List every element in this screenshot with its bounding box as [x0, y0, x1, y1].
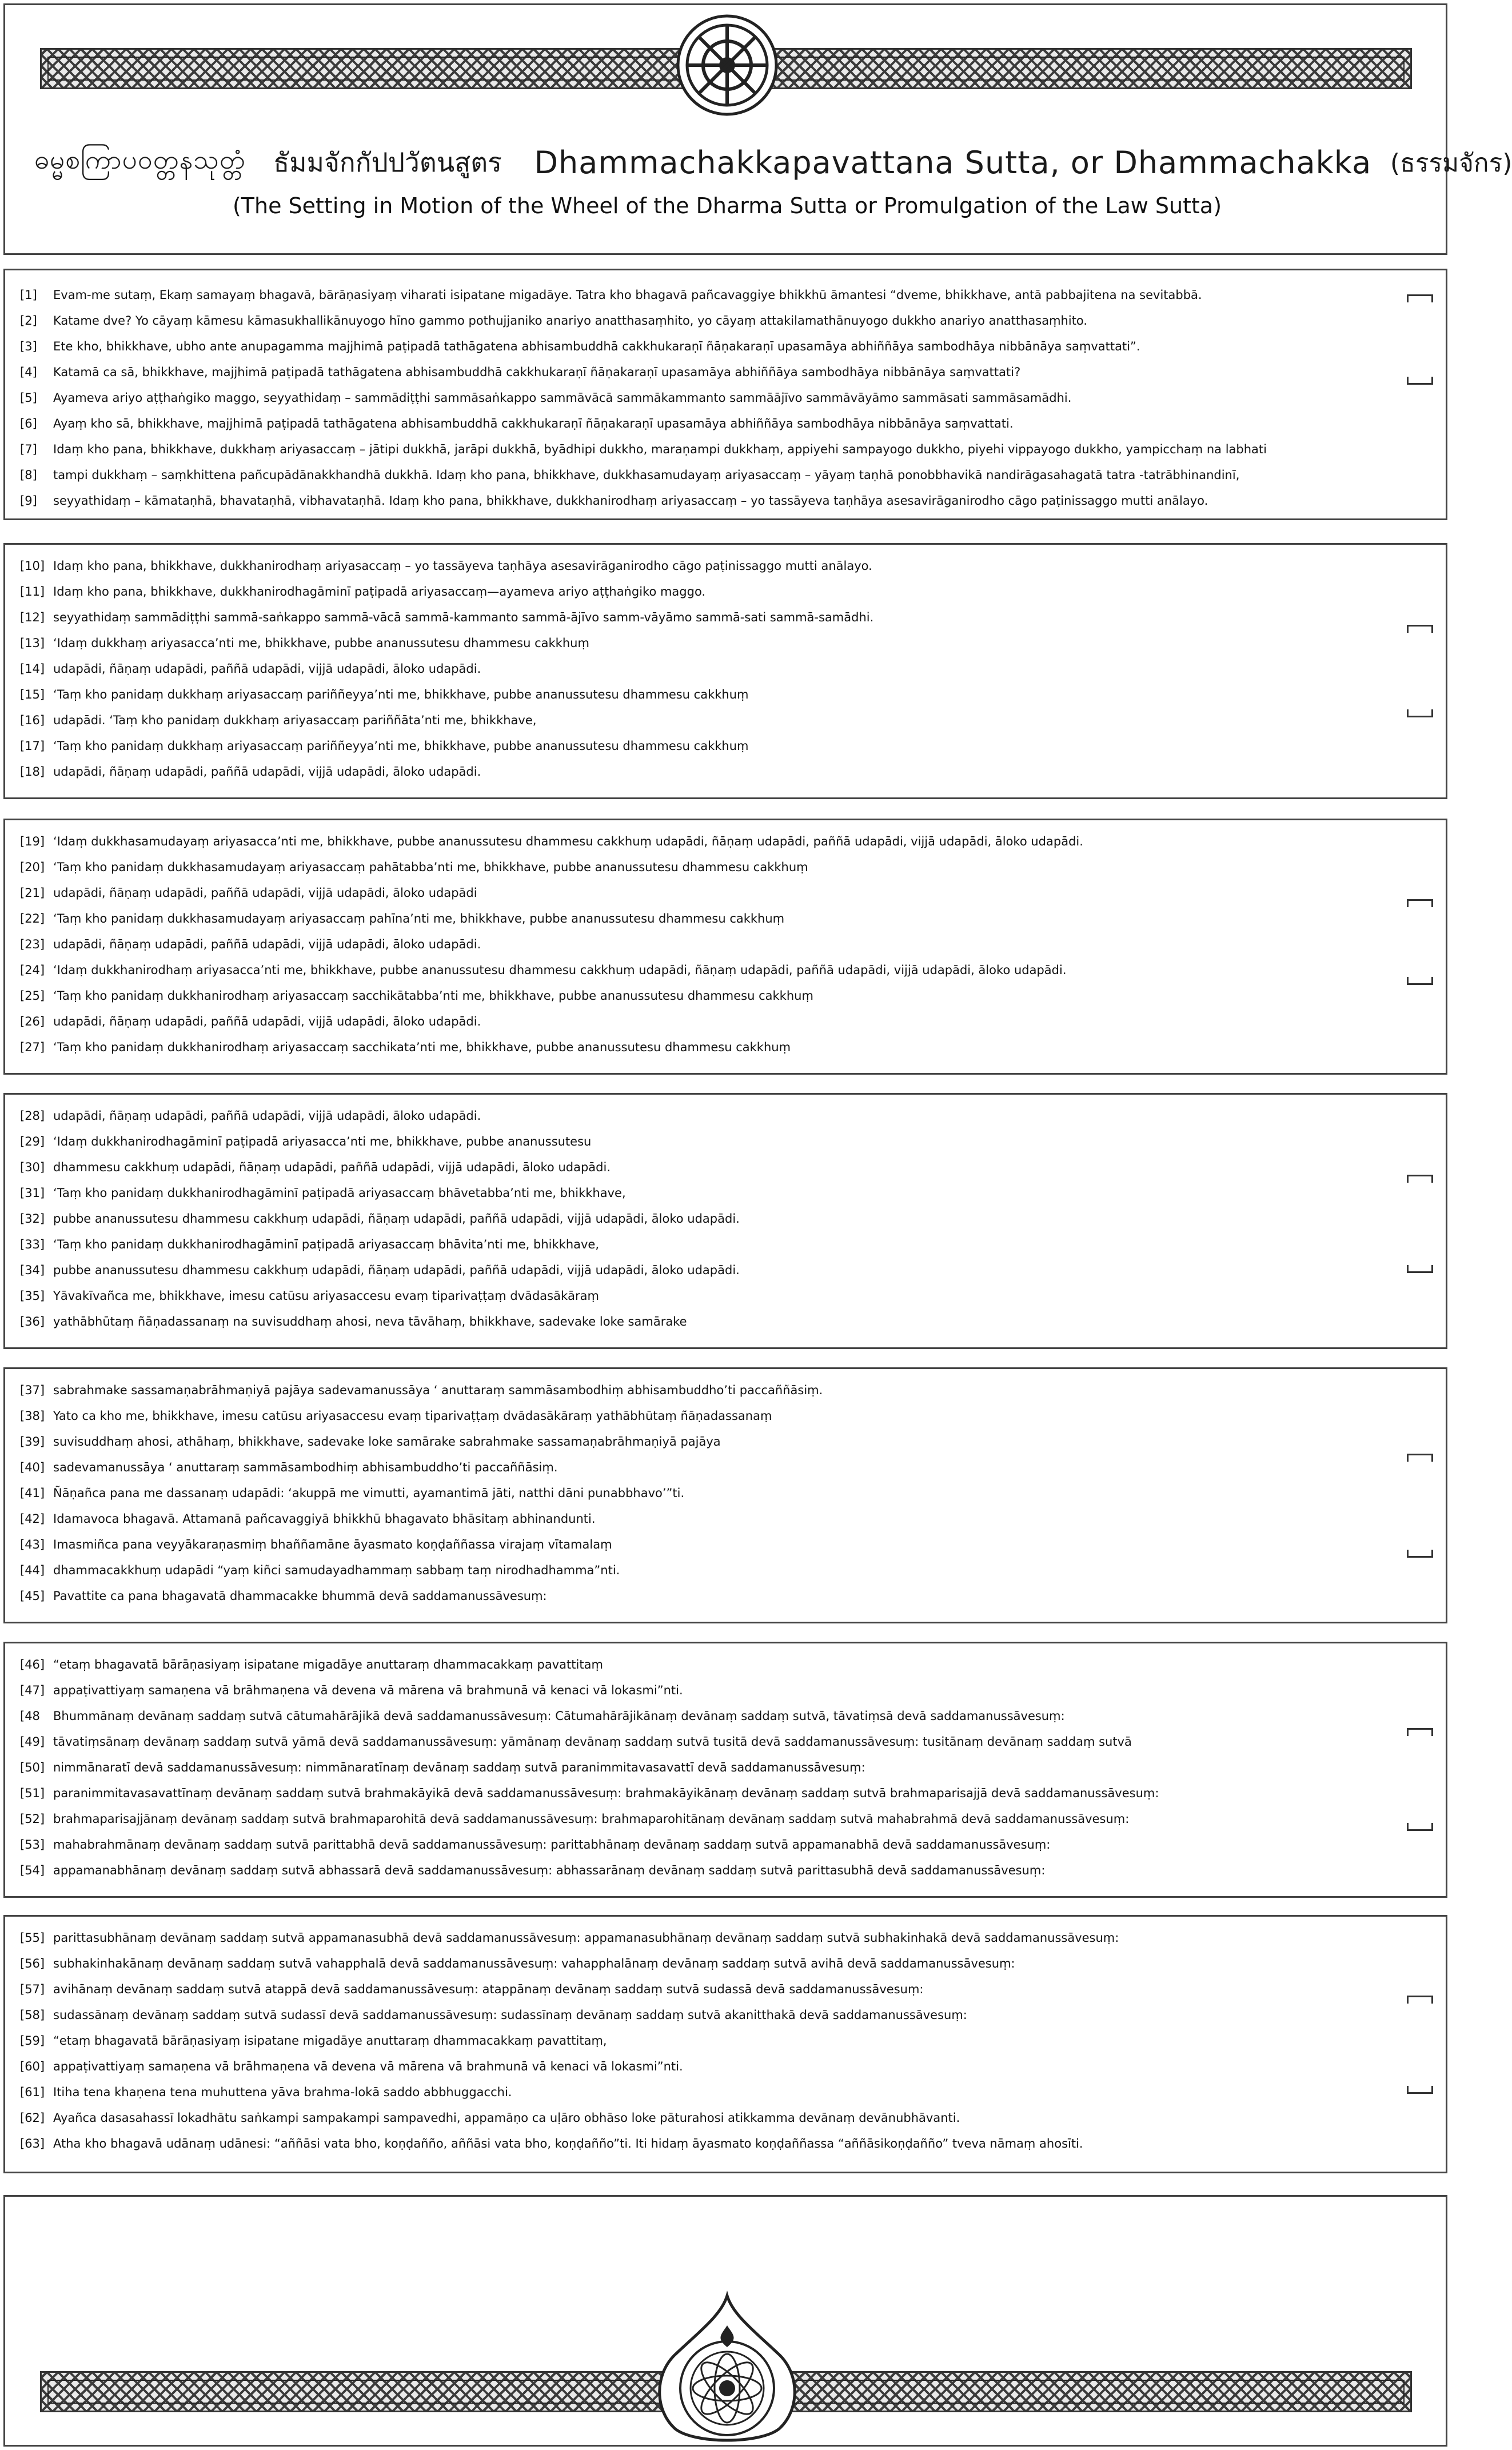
verse-section-5 — [3, 1367, 1447, 1623]
verse-line: [30] dhammesu cakkhuṃ udapādi, ñāṇaṃ udapādi, paññā udapādi, vijjā udapādi, āloko udapādi. — [20, 1160, 611, 1174]
verse-line: [16] udapādi. ‘Taṃ kho panidaṃ dukkhaṃ ariyasaccaṃ pariññāta’nti me, bhikkhave, — [20, 713, 537, 727]
bracket-top-mark — [1407, 1728, 1433, 1736]
verse-line: [35] Yāvakīvañca me, bhikkhave, imesu catūsu ariyasaccesu evaṃ tiparivaṭṭaṃ dvādasākāraṃ — [20, 1289, 599, 1303]
bracket-bottom-mark — [1407, 1823, 1433, 1831]
verse-line: [43] Imasmiñca pana veyyākaraṇasmiṃ bhaññamāne āyasmato koṇḍaññassa virajaṃ vītamalaṃ — [20, 1538, 612, 1551]
verse-line: [50] nimmānaratī devā saddamanussāvesuṃ: nimmānaratīnaṃ devānaṃ saddaṃ sutvā paranimmitavasavattī devā saddamanussāvesuṃ: — [20, 1761, 865, 1774]
dharma-wheel-icon — [675, 8, 780, 120]
verse-line: [60] appaṭivattiyaṃ samaṇena vā brāhmaṇena vā devena vā mārena vā brahmunā vā kenaci vā lokasmi”nti. — [20, 2060, 683, 2073]
verse-line: [62] Ayañca dasasahassī lokadhātu saṅkampi sampakampi sampavedhi, appamāṇo ca uḷāro obhāso loke pāturahosi atikkamma devānaṃ devānubhāvanti. — [20, 2111, 960, 2125]
verse-section-4 — [3, 1093, 1447, 1349]
verse-section-2 — [3, 543, 1447, 799]
verse-line: [23] udapādi, ñāṇaṃ udapādi, paññā udapādi, vijjā udapādi, āloko udapādi. — [20, 937, 481, 951]
verse-line: [26] udapādi, ñāṇaṃ udapādi, paññā udapādi, vijjā udapādi, āloko udapādi. — [20, 1015, 481, 1028]
bracket-bottom-mark — [1407, 377, 1433, 385]
verse-line: [37] sabrahmake sassamaṇabrāhmaṇiyā pajāya sadevamanussāya ‘ anuttaraṃ sammāsambodhiṃ abhisambuddho’ti paccaññāsiṃ. — [20, 1383, 823, 1397]
bracket-top-mark — [1407, 1175, 1433, 1183]
verse-line: [49] tāvatiṃsānaṃ devānaṃ saddaṃ sutvā yāmā devā saddamanussāvesuṃ: yāmānaṃ devānaṃ saddaṃ sutvā tusitā devā saddamanussāvesuṃ: tusitānaṃ devānaṃ saddaṃ sutvā — [20, 1735, 1132, 1749]
page-subtitle: (The Setting in Motion of the Wheel of the Dharma Sutta or Promulgation of the Law Sutta) — [232, 193, 1222, 218]
verse-line: [45] Pavattite ca pana bhagavatā dhammacakke bhummā devā saddamanussāvesuṃ: — [20, 1589, 547, 1603]
verse-line: [34] pubbe ananussutesu dhammesu cakkhuṃ udapādi, ñāṇaṃ udapādi, paññā udapādi, vijjā udapādi, āloko udapādi. — [20, 1263, 740, 1277]
bracket-top-mark — [1407, 625, 1433, 633]
verse-line: [47] appaṭivattiyaṃ samaṇena vā brāhmaṇena vā devena vā mārena vā brahmunā vā kenaci vā lokasmi”nti. — [20, 1683, 683, 1697]
bracket-top-mark — [1407, 1996, 1433, 2004]
verse-line: [27] ‘Taṃ kho panidaṃ dukkhanirodhaṃ ariyasaccaṃ sacchikata’nti me, bhikkhave, pubbe ananussutesu dhammesu cakkhuṃ — [20, 1040, 791, 1054]
verse-line: [44] dhammacakkhuṃ udapādi “yaṃ kiñci samudayadhammaṃ sabbaṃ taṃ nirodhadhamma”nti. — [20, 1563, 620, 1577]
verse-line: [17] ‘Taṃ kho panidaṃ dukkhaṃ ariyasaccaṃ pariññeyya’nti me, bhikkhave, pubbe ananussutesu dhammesu cakkhuṃ — [20, 739, 749, 753]
verse-line: [20] ‘Taṃ kho panidaṃ dukkhasamudayaṃ ariyasaccaṃ pahātabba’nti me, bhikkhave, pubbe ananussutesu dhammesu cakkhuṃ — [20, 860, 808, 874]
verse-line: [61] Itiha tena khaṇena tena muhuttena yāva brahma-lokā saddo abbhuggacchi. — [20, 2085, 512, 2099]
verse-section-7 — [3, 1915, 1447, 2173]
verse-line: [29] ‘Idaṃ dukkhanirodhagāminī paṭipadā ariyasacca’nti me, bhikkhave, pubbe ananussutesu — [20, 1135, 592, 1148]
verse-line: [40] sadevamanussāya ‘ anuttaraṃ sammāsambodhiṃ abhisambuddho’ti paccaññāsiṃ. — [20, 1461, 558, 1474]
verse-line: [8] tampi dukkhaṃ – saṃkhittena pañcupādānakkhandhā dukkhā. Idaṃ kho pana, bhikkhave, dukkhasamudayaṃ ariyasaccaṃ – yāyaṃ taṇhā ponobbhavikā nandirāgasahagatā tatra -tatrābhinandinī, — [20, 468, 1240, 482]
verse-section-3 — [3, 819, 1447, 1075]
verse-line: [56] subhakinhakānaṃ devānaṃ saddaṃ sutvā vahapphalā devā saddamanussāvesuṃ: vahapphalānaṃ devānaṃ saddaṃ sutvā avihā devā saddamanussāvesuṃ: — [20, 1957, 1015, 1970]
bracket-top-mark — [1407, 1454, 1433, 1462]
verse-line: [2] Katame dve? Yo cāyaṃ kāmesu kāmasukhallikānuyogo hīno gammo pothujjaniko anariyo anatthasaṃhito, yo cāyaṃ attakilamathānuyogo dukkho anariyo anatthasaṃhito. — [20, 314, 1088, 328]
verse-line: [52] brahmaparisajjānaṃ devānaṃ saddaṃ sutvā brahmaparohitā devā saddamanussāvesuṃ: brahmaparohitānaṃ devānaṃ saddaṃ sutvā mahabrahmā devā saddamanussāvesuṃ: — [20, 1812, 1130, 1826]
verse-line: [32] pubbe ananussutesu dhammesu cakkhuṃ udapādi, ñāṇaṃ udapādi, paññā udapādi, vijjā udapādi, āloko udapādi. — [20, 1212, 740, 1226]
verse-line: [3] Ete kho, bhikkhave, ubho ante anupagamma majjhimā paṭipadā tathāgatena abhisambuddhā cakkhukaraṇī ñāṇakaraṇī upasamāya abhiññāya sambodhāya nibbānāya saṃvattati”. — [20, 340, 1140, 353]
verse-line: [9] seyyathidaṃ – kāmataṇhā, bhavataṇhā, vibhavataṇhā. Idaṃ kho pana, bhikkhave, dukkhanirodhaṃ ariyasaccaṃ – yo tassāyeva taṇhāya asesavirāganirodho cāgo paṭinissaggo mutti anālayo. — [20, 494, 1208, 508]
verse-line: [48 Bhummānaṃ devānaṃ saddaṃ sutvā cātumahārājikā devā saddamanussāvesuṃ: Cātumahārājikānaṃ devānaṃ saddaṃ sutvā, tāvatiṃsā devā saddamanussāvesuṃ: — [20, 1709, 1065, 1723]
verse-line: [28] udapādi, ñāṇaṃ udapādi, paññā udapādi, vijjā udapādi, āloko udapādi. — [20, 1109, 481, 1123]
verse-line: [58] sudassānaṃ devānaṃ saddaṃ sutvā sudassī devā saddamanussāvesuṃ: sudassīnaṃ devānaṃ saddaṃ sutvā akanitthakā devā saddamanussāvesuṃ: — [20, 2008, 967, 2022]
verse-line: [63] Atha kho bhagavā udānaṃ udānesi: “aññāsi vata bho, koṇḍañño, aññāsi vata bho, koṇḍañño”ti. Iti hidaṃ āyasmato koṇḍaññassa “aññāsikoṇḍañño” tveva nāmaṃ ahosīti. — [20, 2137, 1083, 2150]
bracket-bottom-mark — [1407, 977, 1433, 985]
verse-line: [36] yathābhūtaṃ ñāṇadassanaṃ na suvisuddhaṃ ahosi, neva tāvāhaṃ, bhikkhave, sadevake loke samārake — [20, 1315, 687, 1328]
verse-line: [21] udapādi, ñāṇaṃ udapādi, paññā udapādi, vijjā udapādi, āloko udapādi — [20, 886, 477, 900]
verse-line: [13] ‘Idaṃ dukkhaṃ ariyasacca’nti me, bhikkhave, pubbe ananussutesu dhammesu cakkhuṃ — [20, 636, 589, 650]
verse-line: [55] parittasubhānaṃ devānaṃ saddaṃ sutvā appamanasubhā devā saddamanussāvesuṃ: appamanasubhānaṃ devānaṃ saddaṃ sutvā subhakinhakā devā saddamanussāvesuṃ: — [20, 1931, 1119, 1945]
bracket-bottom-mark — [1407, 709, 1433, 717]
verse-line: [51] paranimmitavasavattīnaṃ devānaṃ saddaṃ sutvā brahmakāyikā devā saddamanussāvesuṃ: brahmakāyikānaṃ devānaṃ saddaṃ sutvā brahmaparisajjā devā saddamanussāvesuṃ: — [20, 1786, 1159, 1800]
bracket-bottom-mark — [1407, 1265, 1433, 1273]
verse-line: [33] ‘Taṃ kho panidaṃ dukkhanirodhagāminī paṭipadā ariyasaccaṃ bhāvita’nti me, bhikkhave, — [20, 1238, 600, 1251]
title-row — [34, 142, 1512, 182]
bracket-top-mark — [1407, 294, 1433, 302]
verse-line: [57] avihānaṃ devānaṃ saddaṃ sutvā atappā devā saddamanussāvesuṃ: atappānaṃ devānaṃ saddaṃ sutvā sudassā devā saddamanussāvesuṃ: — [20, 1982, 924, 1996]
verse-line: [5] Ayameva ariyo aṭṭhaṅgiko maggo, seyyathidaṃ – sammādiṭṭhi sammāsaṅkappo sammāvācā sammākammanto sammāājīvo sammāvāyāmo sammāsati sammāsamādhi. — [20, 391, 1072, 405]
verse-line: [38] Yato ca kho me, bhikkhave, imesu catūsu ariyasaccesu evaṃ tiparivaṭṭaṃ dvādasākāraṃ yathābhūtaṃ ñāṇadassanaṃ — [20, 1409, 772, 1423]
verse-line: [15] ‘Taṃ kho panidaṃ dukkhaṃ ariyasaccaṃ pariññeyya’nti me, bhikkhave, pubbe ananussutesu dhammesu cakkhuṃ — [20, 688, 749, 701]
verse-line: [59] “etaṃ bhagavatā bārāṇasiyaṃ isipatane migadāye anuttaraṃ dhammacakkaṃ pavattitaṃ, — [20, 2034, 607, 2048]
verse-line: [39] suvisuddhaṃ ahosi, athāhaṃ, bhikkhave, sadevake loke samārake sabrahmake sassamaṇabrāhmaṇiyā pajāya — [20, 1435, 721, 1449]
verse-line: [4] Katamā ca sā, bhikkhave, majjhimā paṭipadā tathāgatena abhisambuddhā cakkhukaraṇī ñāṇakaraṇī upasamāya abhiññāya sambodhāya nibbānāya saṃvattati? — [20, 365, 1021, 379]
verse-line: [7] Idaṃ kho pana, bhikkhave, dukkhaṃ ariyasaccaṃ – jātipi dukkhā, jarāpi dukkhā, byādhipi dukkho, maraṇampi dukkhaṃ, appiyehi sampayogo dukkho, piyehi vippayogo dukkho, yampicchaṃ na labhati — [20, 442, 1267, 456]
bracket-top-mark — [1407, 899, 1433, 907]
title-script: ဓမ္မစကြာပဝတ္တနသုတ္တံ — [34, 144, 246, 175]
verse-line: [12] seyyathidaṃ sammādiṭṭhi sammā-saṅkappo sammā-vācā sammā-kammanto sammā-ājīvo samm-vāyāmo sammā-sati sammā-samādhi. — [20, 610, 874, 624]
verse-line: [22] ‘Taṃ kho panidaṃ dukkhasamudayaṃ ariyasaccaṃ pahīna’nti me, bhikkhave, pubbe ananussutesu dhammesu cakkhuṃ — [20, 912, 785, 925]
verse-line: [11] Idaṃ kho pana, bhikkhave, dukkhanirodhagāminī paṭipadā ariyasaccaṃ—ayameva ariyo aṭṭhaṅgiko maggo. — [20, 585, 706, 598]
verse-line: [31] ‘Taṃ kho panidaṃ dukkhanirodhagāminī paṭipadā ariyasaccaṃ bhāvetabba’nti me, bhikkhave, — [20, 1186, 626, 1200]
page-title: Dhammachakkapavattana Sutta, or Dhammachakka — [534, 145, 1372, 181]
verse-line: [46] “etaṃ bhagavatā bārāṇasiyaṃ isipatane migadāye anuttaraṃ dhammacakkaṃ pavattitaṃ — [20, 1658, 603, 1671]
verse-line: [53] mahabrahmānaṃ devānaṃ saddaṃ sutvā parittabhā devā saddamanussāvesuṃ: parittabhānaṃ devānaṃ saddaṃ sutvā appamanabhā devā saddamanussāvesuṃ: — [20, 1838, 1051, 1852]
verse-section-6 — [3, 1642, 1447, 1898]
title-thai-bracket: (ธรรมจักร) — [1390, 148, 1512, 178]
verse-line: [24] ‘Idaṃ dukkhanirodhaṃ ariyasacca’nti me, bhikkhave, pubbe ananussutesu dhammesu cakkhuṃ udapādi, ñāṇaṃ udapādi, paññā udapādi, vijjā udapādi, āloko udapādi. — [20, 963, 1067, 977]
title-thai: ธัมมจักกัปปวัตนสูตร — [273, 147, 502, 178]
verse-line: [42] Idamavoca bhagavā. Attamanā pañcavaggiyā bhikkhū bhagavato bhāsitaṃ abhinandunti. — [20, 1512, 596, 1526]
verse-line: [10] Idaṃ kho pana, bhikkhave, dukkhanirodhaṃ ariyasaccaṃ – yo tassāyeva taṇhāya asesavirāganirodho cāgo paṭinissaggo mutti anālayo. — [20, 559, 872, 573]
bracket-bottom-mark — [1407, 1550, 1433, 1558]
verse-line: [6] Ayaṃ kho sā, bhikkhave, majjhimā paṭipadā tathāgatena abhisambuddhā cakkhukaraṇī ñāṇakaraṇī upasamāya abhiññāya sambodhāya nibbānāya saṃvattati. — [20, 417, 1014, 430]
lotus-medallion-icon — [647, 2292, 807, 2448]
verse-line: [1] Evam-me sutaṃ, Ekaṃ samayaṃ bhagavā, bārāṇasiyaṃ viharati isipatane migadāye. Tatra kho bhagavā pañcavaggiye bhikkhū āmantesi “dveme, bhikkhave, antā pabbajitena na sevitabbā. — [20, 288, 1202, 302]
verse-section-1 — [3, 269, 1447, 520]
verse-line: [18] udapādi, ñāṇaṃ udapādi, paññā udapādi, vijjā udapādi, āloko udapādi. — [20, 765, 481, 779]
verse-line: [25] ‘Taṃ kho panidaṃ dukkhanirodhaṃ ariyasaccaṃ sacchikātabba’nti me, bhikkhave, pubbe ananussutesu dhammesu cakkhuṃ — [20, 989, 813, 1003]
bracket-bottom-mark — [1407, 2086, 1433, 2094]
verse-line: [41] Ñāṇañca pana me dassanaṃ udapādi: ‘akuppā me vimutti, ayamantimā jāti, natthi dāni punabbhavo’”ti. — [20, 1486, 685, 1500]
verse-line: [54] appamanabhānaṃ devānaṃ saddaṃ sutvā abhassarā devā saddamanussāvesuṃ: abhassarānaṃ devānaṃ saddaṃ sutvā parittasubhā devā saddamanussāvesuṃ: — [20, 1864, 1046, 1877]
verse-line: [14] udapādi, ñāṇaṃ udapādi, paññā udapādi, vijjā udapādi, āloko udapādi. — [20, 662, 481, 676]
verse-line: [19] ‘Idaṃ dukkhasamudayaṃ ariyasacca’nti me, bhikkhave, pubbe ananussutesu dhammesu cakkhuṃ udapādi, ñāṇaṃ udapādi, paññā udapādi, vijjā udapādi, āloko udapādi. — [20, 835, 1083, 848]
